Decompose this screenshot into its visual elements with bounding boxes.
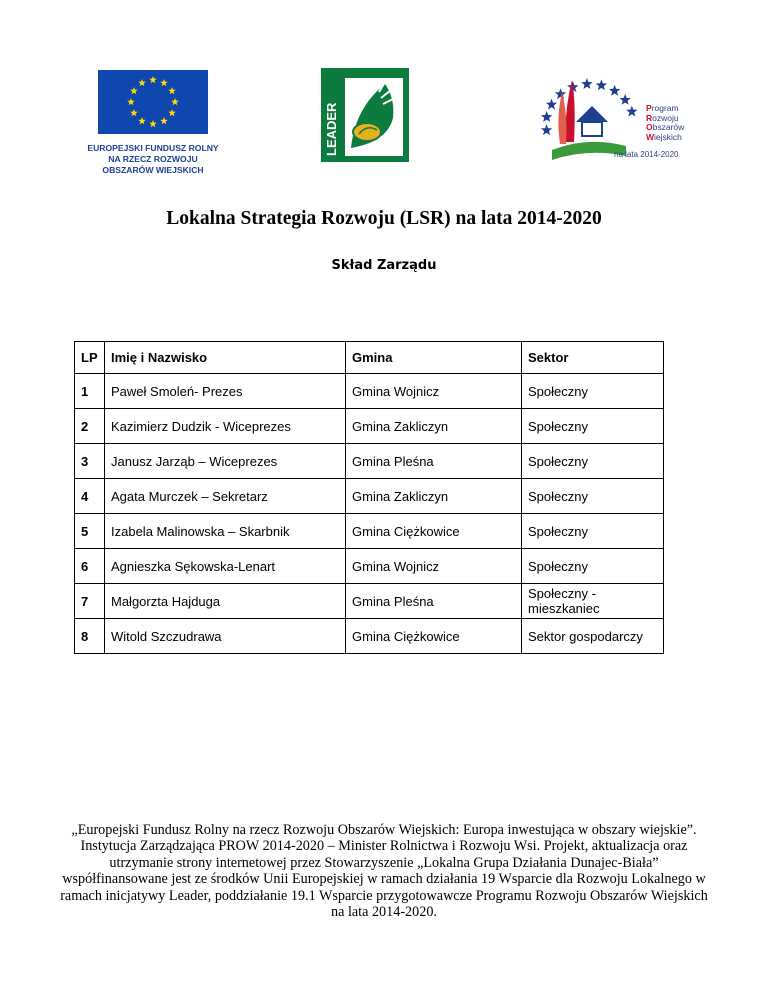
eu-star-icon (160, 79, 168, 86)
eu-caption-line-2: NA RZECZ ROZWOJU (108, 154, 198, 164)
cell-name: Agnieszka Sękowska-Lenart (105, 549, 346, 584)
cell-sector: Społeczny (522, 444, 664, 479)
prow-star-icon (581, 78, 592, 89)
prow-star-icon (609, 85, 620, 96)
document-title: Lokalna Strategia Rozwoju (LSR) na lata 2014-2020 (166, 208, 602, 229)
prow-line-3: Obszarów (646, 122, 685, 132)
cell-gmina: Gmina Zakliczyn (346, 479, 522, 514)
cell-sector: Sektor gospodarczy (522, 619, 664, 654)
cell-sector: Społeczny (522, 549, 664, 584)
table-row (75, 374, 664, 409)
cell-gmina: Gmina Wojnicz (346, 374, 522, 409)
prow-caption (646, 104, 684, 142)
eu-star-icon (149, 120, 157, 127)
document-subtitle: Skład Zarządu (331, 258, 437, 273)
cell-gmina: Gmina Wojnicz (346, 549, 522, 584)
cell-lp: 7 (75, 584, 105, 619)
cell-gmina: Gmina Pleśna (346, 584, 522, 619)
eu-caption-line-1: EUROPEJSKI FUNDUSZ ROLNY (87, 143, 219, 153)
cell-lp: 6 (75, 549, 105, 584)
table-row (75, 584, 664, 619)
prow-line-4: Wiejskich (646, 131, 682, 142)
eu-star-icon (138, 117, 146, 124)
cell-lp: 8 (75, 619, 105, 654)
eu-star-icon (127, 98, 135, 105)
cell-lp: 1 (75, 374, 105, 409)
prow-star-icon (619, 94, 630, 105)
board-members-table (74, 341, 664, 654)
table-header-row (75, 342, 664, 374)
cell-lp: 5 (75, 514, 105, 549)
table-row (75, 409, 664, 444)
header-lp: LP (75, 342, 105, 374)
table-row (75, 444, 664, 479)
cell-name: Witold Szczudrawa (105, 619, 346, 654)
cell-sector: Społeczny - mieszkaniec (522, 584, 664, 619)
prow-star-icon (555, 88, 566, 99)
table-row (75, 619, 664, 654)
cell-lp: 3 (75, 444, 105, 479)
funding-footer-note: „Europejski Fundusz Rolny na rzecz Rozwoju Obszarów Wiejskich: Europa inwestująca w obszary wiejskie”. Instytucja Zarządzająca PROW 2014-2020 – Minister Rolnictwa i Rozwoju Wsi. Projekt, aktualizacja oraz utrzymanie strony internetowej przez Stowarzyszenie „Lokalna Grupa Działania Dunajec-Biała” współfinansowane jest ze środków Unii Europejskiej w ramach działania 19 Wsparcie dla Rozwoju Lokalnego w ramach inicjatywy Leader, poddziałanie 19.1 Wsparcie przygotowawcze Programu Rozwoju Obszarów Wiejskich na lata 2014-2020. (60, 822, 708, 921)
cell-gmina: Gmina Ciężkowice (346, 619, 522, 654)
eu-star-icon (130, 87, 138, 94)
cell-sector: Społeczny (522, 409, 664, 444)
leader-wordmark: LEADER (324, 102, 339, 156)
cell-name: Kazimierz Dudzik - Wiceprezes (105, 409, 346, 444)
eu-star-icon (130, 109, 138, 116)
eu-star-icon (138, 79, 146, 86)
prow-star-icon (596, 79, 607, 90)
prow-line-2: Rozwoju (646, 112, 679, 123)
cell-name: Janusz Jarząb – Wiceprezes (105, 444, 346, 479)
cell-gmina: Gmina Pleśna (346, 444, 522, 479)
eu-flag-icon (98, 70, 208, 134)
header-gmina: Gmina (346, 342, 522, 374)
eu-star-icon (149, 76, 157, 83)
cell-name: Izabela Malinowska – Skarbnik (105, 514, 346, 549)
cell-gmina: Gmina Ciężkowice (346, 514, 522, 549)
cell-sector: Społeczny (522, 374, 664, 409)
header-sector: Sektor (522, 342, 664, 374)
eu-star-icon (160, 117, 168, 124)
table-row (75, 479, 664, 514)
prow-line-1: Program (646, 103, 679, 113)
eu-star-icon (168, 109, 176, 116)
prow-star-icon (541, 111, 552, 122)
cell-sector: Społeczny (522, 514, 664, 549)
table-row (75, 549, 664, 584)
eu-caption-line-3: OBSZARÓW WIEJSKICH (102, 165, 204, 175)
prow-years: na lata 2014-2020 (614, 150, 679, 159)
cell-lp: 2 (75, 409, 105, 444)
cell-sector: Społeczny (522, 479, 664, 514)
eu-star-icon (168, 87, 176, 94)
prow-logo (528, 72, 708, 164)
cell-name: Paweł Smoleń- Prezes (105, 374, 346, 409)
eu-fund-caption (78, 143, 228, 176)
prow-star-icon (626, 106, 637, 117)
cell-gmina: Gmina Zakliczyn (346, 409, 522, 444)
prow-star-icon (546, 99, 557, 110)
cell-name: Agata Murczek – Sekretarz (105, 479, 346, 514)
leader-logo (321, 68, 409, 162)
prow-star-icon (541, 124, 552, 135)
header-name: Imię i Nazwisko (105, 342, 346, 374)
table-row (75, 514, 664, 549)
eu-star-icon (171, 98, 179, 105)
cell-name: Małgorzta Hajduga (105, 584, 346, 619)
cell-lp: 4 (75, 479, 105, 514)
